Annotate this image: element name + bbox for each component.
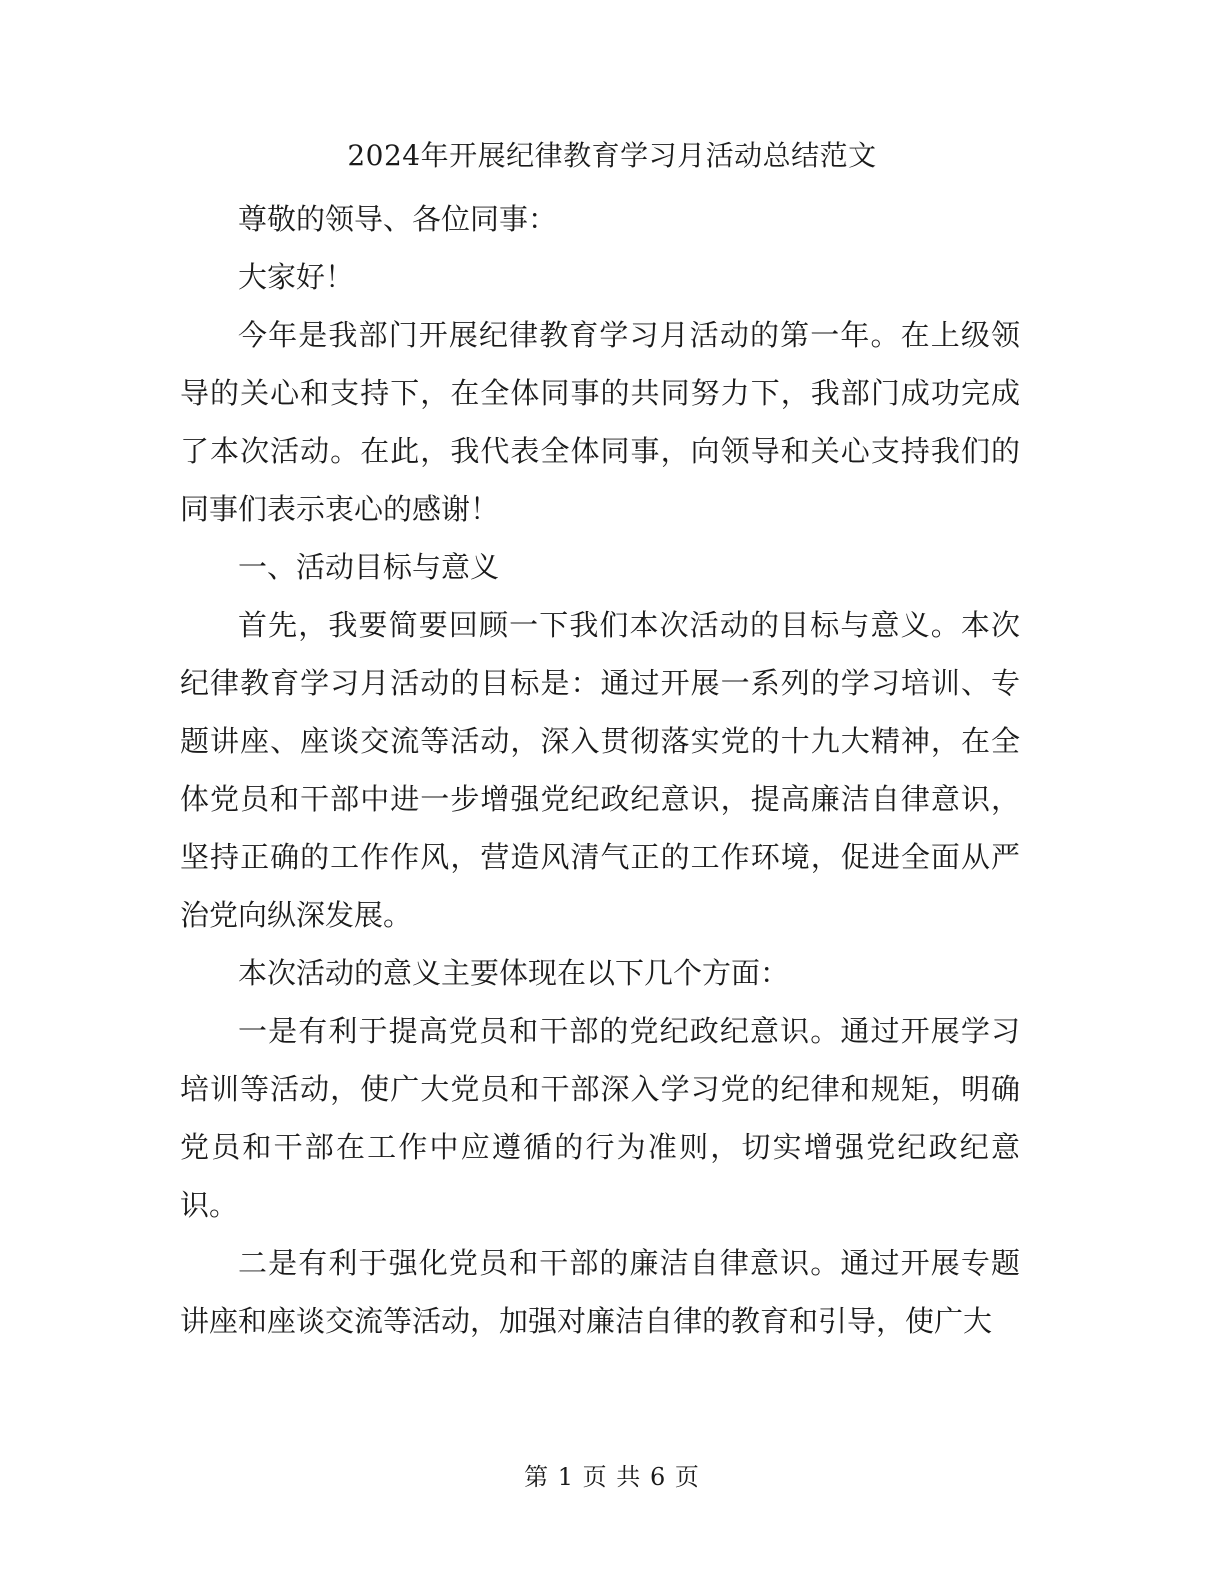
document-body (180, 190, 1020, 1350)
salutation: 尊敬的领导、各位同事： (238, 202, 558, 236)
section-heading-1: 一、活动目标与意义 (238, 550, 500, 584)
goals-paragraph: 首先，我要简要回顾一下我们本次活动的目标与意义。本次纪律教育学习月活动的目标是：通过开展一系列的学习培训、专题讲座、座谈交流等活动，深入贯彻落实党的十九大精神，在全体党员和干部中进一步增强党纪政纪意识，提高廉洁自律意识，坚持正确的工作作风，营造风清气正的工作环境，促进全面从严治党向纵深发展。 (180, 608, 1020, 932)
significance-intro: 本次活动的意义主要体现在以下几个方面： (238, 956, 790, 990)
significance-point-2: 二是有利于强化党员和干部的廉洁自律意识。通过开展专题讲座和座谈交流等活动，加强对廉洁自律的教育和引导，使广大 (180, 1246, 1020, 1338)
greeting: 大家好！ (238, 260, 355, 294)
significance-point-1: 一是有利于提高党员和干部的党纪政纪意识。通过开展学习培训等活动，使广大党员和干部深入学习党的纪律和规矩，明确党员和干部在工作中应遵循的行为准则，切实增强党纪政纪意识。 (180, 1014, 1020, 1222)
intro-paragraph: 今年是我部门开展纪律教育学习月活动的第一年。在上级领导的关心和支持下，在全体同事的共同努力下，我部门成功完成了本次活动。在此，我代表全体同事，向领导和关心支持我们的同事们表示衷心的感谢！ (180, 318, 1020, 526)
page-footer: 第 1 页 共 6 页 (524, 1463, 700, 1491)
document-title: 2024年开展纪律教育学习月活动总结范文 (347, 139, 877, 172)
